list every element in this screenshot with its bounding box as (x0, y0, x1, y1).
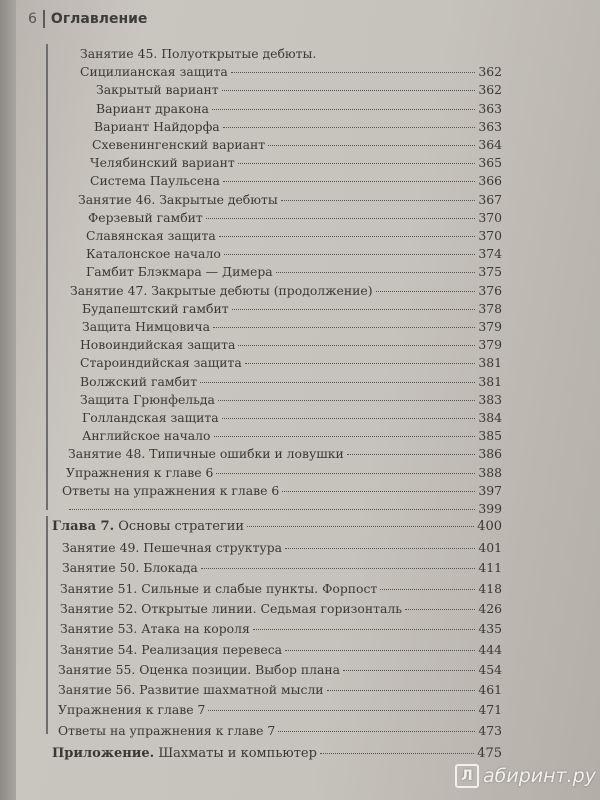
toc-page-number: 475 (477, 746, 502, 761)
toc-entry (68, 446, 502, 464)
toc-page-number: 454 (478, 661, 502, 677)
dot-leader (276, 272, 476, 273)
toc-entry (94, 119, 502, 137)
toc-entry (90, 155, 502, 173)
toc-page-number: 367 (478, 191, 502, 207)
toc-page-number: 383 (478, 391, 502, 407)
appendix-label: Приложение. (52, 746, 155, 761)
toc-page-number: 386 (478, 446, 502, 462)
toc-entry (78, 192, 502, 210)
toc-page-number: 362 (478, 82, 502, 98)
toc-entry (60, 642, 502, 660)
toc-page-number: 381 (478, 355, 502, 371)
toc-page-number: 363 (478, 118, 502, 134)
toc-page-number: 384 (478, 410, 502, 425)
dot-leader (281, 200, 476, 201)
toc-entry (60, 621, 502, 639)
dot-leader (347, 454, 476, 455)
toc-entry-title: Ответы на упражнения к главе 6 (62, 482, 280, 498)
toc-entry (80, 46, 502, 64)
toc-entry-title: Славянская защита (86, 228, 216, 243)
toc-entry (96, 82, 502, 100)
toc-entry (86, 228, 502, 246)
labirint-logo-icon: Л (455, 764, 479, 788)
toc-entry-title: Ответы на упражнения к главе 7 (58, 722, 276, 738)
dot-leader (231, 72, 476, 73)
dot-leader (208, 710, 475, 711)
dot-leader (224, 254, 476, 255)
dot-leader (232, 309, 476, 310)
dot-leader (343, 670, 475, 671)
toc-entry-title: Гамбит Блэкмара — Димера (86, 264, 273, 280)
dot-leader (69, 509, 475, 510)
dot-leader (213, 327, 475, 328)
toc-entry (80, 355, 502, 373)
dot-leader (376, 291, 476, 292)
toc-entry (58, 682, 502, 700)
toc-entry (80, 64, 502, 82)
toc-entry (70, 283, 502, 301)
toc-entry (58, 702, 502, 720)
labirint-watermark (455, 764, 596, 788)
dot-leader (201, 568, 476, 569)
dot-leader (285, 548, 475, 549)
dot-leader (247, 526, 474, 527)
toc-page-number: 375 (478, 264, 502, 280)
toc-entry-title: Занятие 48. Типичные ошибки и ловушки (68, 446, 344, 462)
toc-entry (88, 210, 502, 228)
toc-entry (58, 723, 502, 741)
dot-leader (200, 382, 475, 383)
toc-page-number: 381 (478, 373, 502, 389)
dot-leader (268, 145, 475, 146)
toc-page-number: 444 (478, 641, 502, 657)
toc-entry-title: Занятие 50. Блокада (62, 560, 198, 576)
chapter-label: Глава 7. (52, 519, 115, 534)
toc-entry-title: Занятие 54. Реализация перевеса (60, 641, 283, 657)
toc-page-number: 374 (478, 246, 502, 262)
toc-entry (80, 392, 502, 410)
toc-entry-title: Занятие 46. Закрытые дебюты (78, 191, 278, 207)
toc-entry (96, 101, 502, 119)
toc-page-number: 471 (478, 702, 502, 718)
dot-leader (380, 589, 475, 590)
toc-entry-title: Сицилианская защита (80, 64, 228, 80)
toc-entry-title: Занятие 52. Открытые линии. Седьмая горизонталь (60, 600, 402, 616)
toc-entry (90, 173, 502, 191)
toc-page-number: 385 (478, 428, 502, 444)
toc-entry (62, 540, 502, 558)
section-bar-chapter-6 (46, 44, 48, 510)
toc-entry-title: Вариант Найдорфа (94, 118, 220, 134)
toc-page-number: 473 (478, 722, 502, 738)
toc-entry (60, 581, 502, 599)
toc-page-number: 379 (478, 337, 502, 353)
dot-leader (327, 690, 476, 691)
dot-leader (245, 363, 476, 364)
toc-entry-title: Закрытый вариант (96, 82, 219, 98)
toc-page-number: 364 (478, 137, 502, 152)
toc-entry (80, 374, 502, 392)
toc-entry (82, 301, 502, 319)
toc-entry-title: Занятие 47. Закрытые дебюты (продолжение) (70, 282, 373, 298)
section-bar-chapter-7 (46, 516, 48, 734)
toc-entry-title: Каталонское начало (86, 246, 221, 262)
toc-entry-title: Будапештский гамбит (82, 300, 229, 316)
toc-page-number: 411 (478, 560, 502, 576)
watermark-text: абиринт.ру (483, 765, 596, 787)
toc-entry (86, 264, 502, 282)
toc-page-number: 399 (478, 501, 502, 516)
toc-entry-title: Голландская защита (82, 410, 219, 425)
toc-page-number: 461 (478, 682, 502, 698)
toc-entry (62, 483, 502, 501)
toc-appendix (52, 746, 502, 764)
toc-entry-title: Занятие 45. Полуоткрытые дебюты. (80, 46, 317, 61)
toc-entry-title: Защита Нимцовича (82, 319, 211, 334)
toc-entry (82, 319, 502, 337)
toc-chapter-7 (52, 519, 502, 537)
toc-entry (82, 428, 502, 446)
chapter-title: Основы стратегии (118, 519, 245, 534)
appendix-title: Шахматы и компьютер (158, 746, 317, 761)
dot-leader (253, 629, 476, 630)
toc-entry-title: Ферзевый гамбит (88, 209, 203, 225)
toc-entry-title: Занятие 49. Пешечная структура (62, 540, 283, 555)
toc-entry-title: Схевенингенский вариант (92, 137, 266, 152)
dot-leader (278, 731, 475, 732)
dot-leader (222, 418, 476, 419)
toc-page-number: 365 (478, 155, 502, 171)
toc-page-number: 363 (478, 100, 502, 116)
page-title: Оглавление (50, 11, 148, 27)
book-spine-shadow (0, 0, 16, 800)
toc-entry-title: Староиндийская защита (80, 355, 242, 371)
toc-page-number: 388 (478, 464, 502, 480)
toc-page-number: 397 (478, 482, 502, 498)
toc-page-number: 418 (478, 580, 502, 596)
toc-entry-title: Волжский гамбит (80, 373, 198, 389)
dot-leader (212, 109, 475, 110)
toc-entry (92, 137, 502, 155)
dot-leader (238, 163, 476, 164)
dot-leader (216, 473, 475, 474)
toc-entry (60, 601, 502, 619)
toc-page-number: 362 (478, 64, 502, 80)
dot-leader (214, 436, 476, 437)
toc-entry-title: Упражнения к главе 6 (66, 464, 214, 480)
toc-page-number: 366 (478, 173, 502, 189)
dot-leader (223, 127, 476, 128)
toc-entry-title: Челябинский вариант (90, 155, 235, 171)
toc-entry-title: Занятие 55. Оценка позиции. Выбор плана (58, 661, 341, 677)
toc-page-number: 400 (477, 519, 502, 534)
toc-page-number: 426 (478, 600, 502, 616)
dot-leader (218, 400, 475, 401)
page-header (28, 8, 147, 30)
toc-entry-title: Английское начало (82, 428, 211, 444)
toc-page-number: 370 (478, 209, 502, 225)
toc-entry (82, 410, 502, 428)
dot-leader (206, 218, 476, 219)
dot-leader (238, 345, 475, 346)
toc-entry (58, 662, 502, 680)
toc-entry-title: Занятие 53. Атака на короля (60, 621, 250, 637)
dot-leader (223, 181, 475, 182)
toc-page-number: 376 (478, 282, 502, 298)
toc-entry (62, 560, 502, 578)
toc-entry (66, 465, 502, 483)
dot-leader (285, 650, 475, 651)
dot-leader (222, 90, 476, 91)
header-divider (43, 10, 45, 28)
toc-entry-title: Занятие 56. Развитие шахматной мысли (58, 682, 324, 698)
toc-entry-title: Защита Грюнфельда (80, 391, 215, 407)
toc-entry (86, 246, 502, 264)
page-number: 6 (28, 11, 37, 27)
dot-leader (282, 491, 475, 492)
toc-entry (66, 501, 502, 519)
toc-entry-title: Новоиндийская защита (80, 337, 236, 353)
toc-page-number: 370 (478, 228, 502, 243)
dot-leader (219, 236, 476, 237)
toc-entry (80, 337, 502, 355)
toc-page-number: 379 (478, 319, 502, 334)
toc-page-number: 401 (478, 540, 502, 555)
toc-entry-title: Вариант дракона (96, 100, 209, 116)
toc-entry-title: Занятие 51. Сильные и слабые пункты. Форпост (60, 580, 378, 596)
dot-leader (405, 609, 475, 610)
toc-entry-title: Упражнения к главе 7 (58, 702, 206, 718)
toc-entry-title: Система Паульсена (90, 173, 220, 189)
dot-leader (320, 753, 474, 754)
toc-page-number: 378 (478, 300, 502, 316)
toc-page-number: 435 (478, 621, 502, 637)
